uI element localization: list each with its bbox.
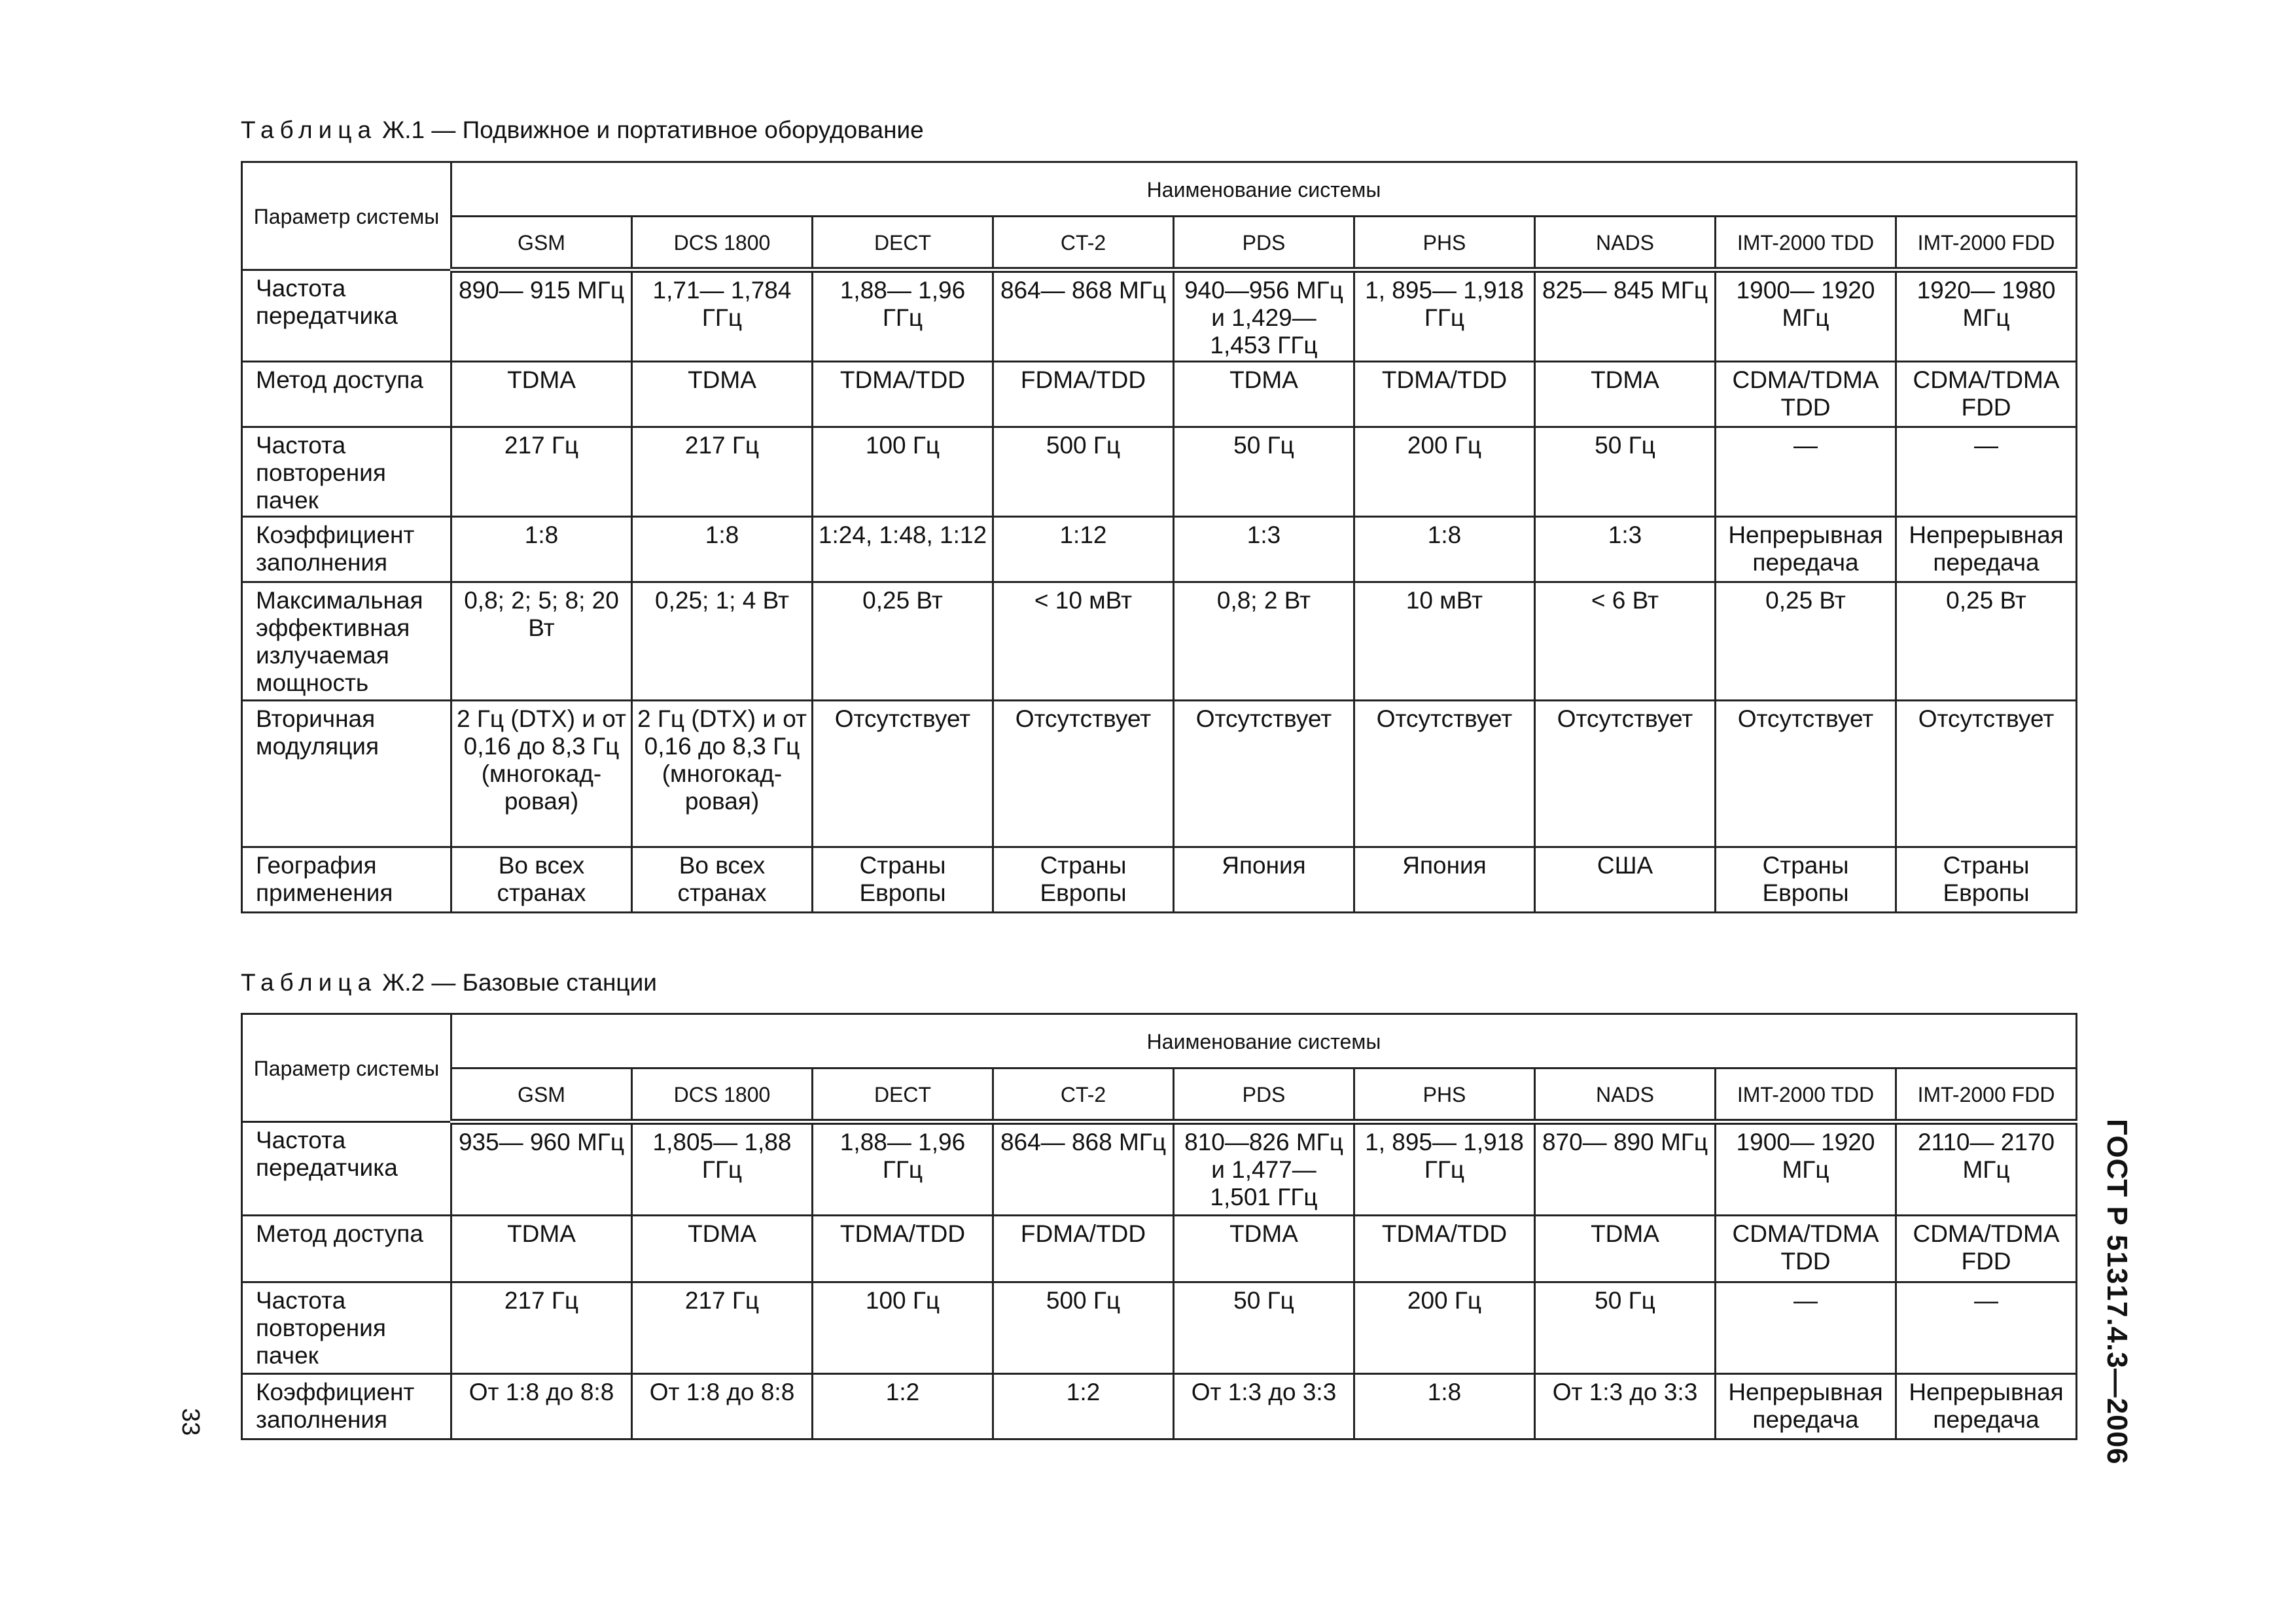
table-cell: 50 Гц xyxy=(1174,427,1354,517)
table2-caption xyxy=(241,969,657,997)
table-cell: Япония xyxy=(1354,847,1535,913)
table-cell: TDMA/TDD xyxy=(1354,1216,1535,1282)
standard-title-text: ГОСТ Р 51317.4.3—2006 xyxy=(2101,1119,2133,1465)
table-row xyxy=(242,270,2077,362)
system-col-header: IMT-2000 TDD xyxy=(1716,1068,1896,1122)
table-cell: 1,88— 1,96 ГГц xyxy=(813,1122,993,1216)
table-cell: CDMA/TDMA TDD xyxy=(1716,362,1896,427)
table-row xyxy=(242,701,2077,847)
param-cell: Коэффициент заполнения xyxy=(242,517,451,582)
system-col-header: GSM xyxy=(451,217,632,270)
table-cell: 200 Гц xyxy=(1354,1282,1535,1374)
param-cell: Частота передатчика xyxy=(242,1122,451,1216)
system-col-header: NADS xyxy=(1535,1068,1716,1122)
table-cell: CDMA/TDMA FDD xyxy=(1896,1216,2077,1282)
table-cell: TDMA xyxy=(1174,1216,1354,1282)
table-cell: Непрерывная передача xyxy=(1896,517,2077,582)
table-cell: TDMA/TDD xyxy=(813,1216,993,1282)
table-cell: 1:3 xyxy=(1535,517,1716,582)
table-cell: 1:24, 1:48, 1:12 xyxy=(813,517,993,582)
table-cell: От 1:3 до 3:3 xyxy=(1174,1374,1354,1439)
table-cell: Отсутствует xyxy=(1896,701,2077,847)
table-cell: Отсутствует xyxy=(1354,701,1535,847)
table-cell: Непрерывная передача xyxy=(1896,1374,2077,1439)
table-cell: 1:12 xyxy=(993,517,1174,582)
param-cell: Метод доступа xyxy=(242,362,451,427)
table2-caption-word: Таблица xyxy=(241,969,378,996)
table-cell: 0,25 Вт xyxy=(1716,582,1896,701)
document-standard-title xyxy=(2100,1119,2133,1465)
table-cell: 864— 868 МГц xyxy=(993,270,1174,362)
table-cell: 217 Гц xyxy=(632,1282,813,1374)
table-cell: 217 Гц xyxy=(451,1282,632,1374)
page-number-text: 33 xyxy=(177,1408,204,1436)
table-cell: Страны Европы xyxy=(1896,847,2077,913)
param-cell: Частота повторения пачек xyxy=(242,1282,451,1374)
table-row xyxy=(242,517,2077,582)
table-row xyxy=(242,362,2077,427)
table-row xyxy=(242,427,2077,517)
table-cell: Отсутствует xyxy=(1174,701,1354,847)
table-cell: 890— 915 МГц xyxy=(451,270,632,362)
system-col-header: DCS 1800 xyxy=(632,1068,813,1122)
table1 xyxy=(241,161,2077,913)
table1-caption xyxy=(241,116,924,144)
system-col-header: GSM xyxy=(451,1068,632,1122)
table-cell: 940—956 МГц и 1,429— 1,453 ГГц xyxy=(1174,270,1354,362)
table-cell: 1900— 1920 МГц xyxy=(1716,1122,1896,1216)
table-cell: 2110— 2170 МГц xyxy=(1896,1122,2077,1216)
table-cell: 825— 845 МГц xyxy=(1535,270,1716,362)
table-cell: TDMA xyxy=(451,1216,632,1282)
system-col-header: PDS xyxy=(1174,1068,1354,1122)
table-cell: 217 Гц xyxy=(632,427,813,517)
param-header-cell: Параметр системы xyxy=(242,1014,451,1122)
table-cell: 0,25 Вт xyxy=(813,582,993,701)
table-cell: < 6 Вт xyxy=(1535,582,1716,701)
table-cell: 500 Гц xyxy=(993,1282,1174,1374)
table2 xyxy=(241,1013,2077,1440)
param-cell: Вторичная модуляция xyxy=(242,701,451,847)
table-row xyxy=(242,582,2077,701)
system-col-header: IMT-2000 TDD xyxy=(1716,217,1896,270)
table-row xyxy=(242,1282,2077,1374)
table-cell: 1:3 xyxy=(1174,517,1354,582)
table-cell: 1, 895— 1,918 ГГц xyxy=(1354,270,1535,362)
table-cell: 810—826 МГц и 1,477— 1,501 ГГц xyxy=(1174,1122,1354,1216)
table-cell: Страны Европы xyxy=(813,847,993,913)
table-cell: 1:8 xyxy=(632,517,813,582)
system-col-header: DCS 1800 xyxy=(632,217,813,270)
table-cell: TDMA xyxy=(451,362,632,427)
table-cell: 1,71— 1,784 ГГц xyxy=(632,270,813,362)
table-cell: Непрерывная передача xyxy=(1716,517,1896,582)
table-row xyxy=(242,1122,2077,1216)
table-cell: CDMA/TDMA FDD xyxy=(1896,362,2077,427)
table-cell: Отсутствует xyxy=(1716,701,1896,847)
table-cell: Непрерывная передача xyxy=(1716,1374,1896,1439)
system-col-header: DECT xyxy=(813,217,993,270)
table-cell: TDMA xyxy=(1535,1216,1716,1282)
table-cell: CDMA/TDMA TDD xyxy=(1716,1216,1896,1282)
system-header-cell: Наименование системы xyxy=(451,1014,2077,1068)
table-cell: TDMA xyxy=(632,362,813,427)
table2-caption-text: Ж.2 — Базовые станции xyxy=(382,969,657,996)
table-cell: 0,25 Вт xyxy=(1896,582,2077,701)
param-header-cell: Параметр системы xyxy=(242,162,451,270)
page-number xyxy=(178,1408,204,1454)
table-cell: 2 Гц (DTX) и от 0,16 до 8,3 Гц (многокад- ровая) xyxy=(451,701,632,847)
table-cell: 1,88— 1,96 ГГц xyxy=(813,270,993,362)
param-cell: Метод доступа xyxy=(242,1216,451,1282)
table-row xyxy=(242,847,2077,913)
table-cell: Отсутствует xyxy=(813,701,993,847)
table-cell: Страны Европы xyxy=(1716,847,1896,913)
table-cell: — xyxy=(1716,1282,1896,1374)
table-row xyxy=(242,1216,2077,1282)
table-cell: Страны Европы xyxy=(993,847,1174,913)
table-cell: 1:8 xyxy=(1354,1374,1535,1439)
table-cell: 870— 890 МГц xyxy=(1535,1122,1716,1216)
param-cell: География применения xyxy=(242,847,451,913)
table-cell: 0,8; 2; 5; 8; 20 Вт xyxy=(451,582,632,701)
table-cell: TDMA xyxy=(1535,362,1716,427)
table-cell: 217 Гц xyxy=(451,427,632,517)
table-cell: 1:2 xyxy=(813,1374,993,1439)
table-cell: 1:2 xyxy=(993,1374,1174,1439)
table-row xyxy=(242,1374,2077,1439)
table-cell: 100 Гц xyxy=(813,427,993,517)
table-cell: От 1:3 до 3:3 xyxy=(1535,1374,1716,1439)
table-cell: От 1:8 до 8:8 xyxy=(632,1374,813,1439)
table-cell: 100 Гц xyxy=(813,1282,993,1374)
table-cell: 1:8 xyxy=(451,517,632,582)
system-col-header: NADS xyxy=(1535,217,1716,270)
table-cell: TDMA xyxy=(1174,362,1354,427)
table-cell: FDMA/TDD xyxy=(993,1216,1174,1282)
table-cell: Япония xyxy=(1174,847,1354,913)
system-col-header: PHS xyxy=(1354,1068,1535,1122)
system-col-header: CT-2 xyxy=(993,217,1174,270)
table-cell: Во всех странах xyxy=(632,847,813,913)
system-col-header: DECT xyxy=(813,1068,993,1122)
table-cell: Отсутствует xyxy=(993,701,1174,847)
table-cell: 935— 960 МГц xyxy=(451,1122,632,1216)
table-cell: 50 Гц xyxy=(1535,1282,1716,1374)
param-cell: Частота передатчика xyxy=(242,270,451,362)
table-cell: США xyxy=(1535,847,1716,913)
table-cell: Во всех странах xyxy=(451,847,632,913)
table-cell: 50 Гц xyxy=(1535,427,1716,517)
table-cell: От 1:8 до 8:8 xyxy=(451,1374,632,1439)
table-cell: FDMA/TDD xyxy=(993,362,1174,427)
system-col-header: IMT-2000 FDD xyxy=(1896,217,2077,270)
param-cell: Коэффициент заполнения xyxy=(242,1374,451,1439)
system-col-header: PDS xyxy=(1174,217,1354,270)
table-cell: 864— 868 МГц xyxy=(993,1122,1174,1216)
table-cell: 1920— 1980 МГц xyxy=(1896,270,2077,362)
table-cell: 1,805— 1,88 ГГц xyxy=(632,1122,813,1216)
table-cell: — xyxy=(1896,1282,2077,1374)
table-cell: 0,25; 1; 4 Вт xyxy=(632,582,813,701)
table-cell: 0,8; 2 Вт xyxy=(1174,582,1354,701)
table-cell: 1, 895— 1,918 ГГц xyxy=(1354,1122,1535,1216)
param-cell: Максимальная эффективная излучаемая мощность xyxy=(242,582,451,701)
system-col-header: IMT-2000 FDD xyxy=(1896,1068,2077,1122)
table-cell: 10 мВт xyxy=(1354,582,1535,701)
table1-caption-word: Таблица xyxy=(241,116,378,143)
table-cell: — xyxy=(1716,427,1896,517)
system-col-header: CT-2 xyxy=(993,1068,1174,1122)
table-cell: 200 Гц xyxy=(1354,427,1535,517)
param-cell: Частота повторения пачек xyxy=(242,427,451,517)
table-cell: 500 Гц xyxy=(993,427,1174,517)
system-header-cell: Наименование системы xyxy=(451,162,2077,217)
system-col-header: PHS xyxy=(1354,217,1535,270)
table-cell: TDMA xyxy=(632,1216,813,1282)
table-cell: 50 Гц xyxy=(1174,1282,1354,1374)
table1-caption-text: Ж.1 — Подвижное и портативное оборудование xyxy=(382,116,924,143)
table-cell: < 10 мВт xyxy=(993,582,1174,701)
table-cell: TDMA/TDD xyxy=(813,362,993,427)
table-cell: — xyxy=(1896,427,2077,517)
table-cell: 2 Гц (DTX) и от 0,16 до 8,3 Гц (многокад- ровая) xyxy=(632,701,813,847)
table-cell: Отсутствует xyxy=(1535,701,1716,847)
table-cell: 1:8 xyxy=(1354,517,1535,582)
table-cell: TDMA/TDD xyxy=(1354,362,1535,427)
table-cell: 1900— 1920 МГц xyxy=(1716,270,1896,362)
